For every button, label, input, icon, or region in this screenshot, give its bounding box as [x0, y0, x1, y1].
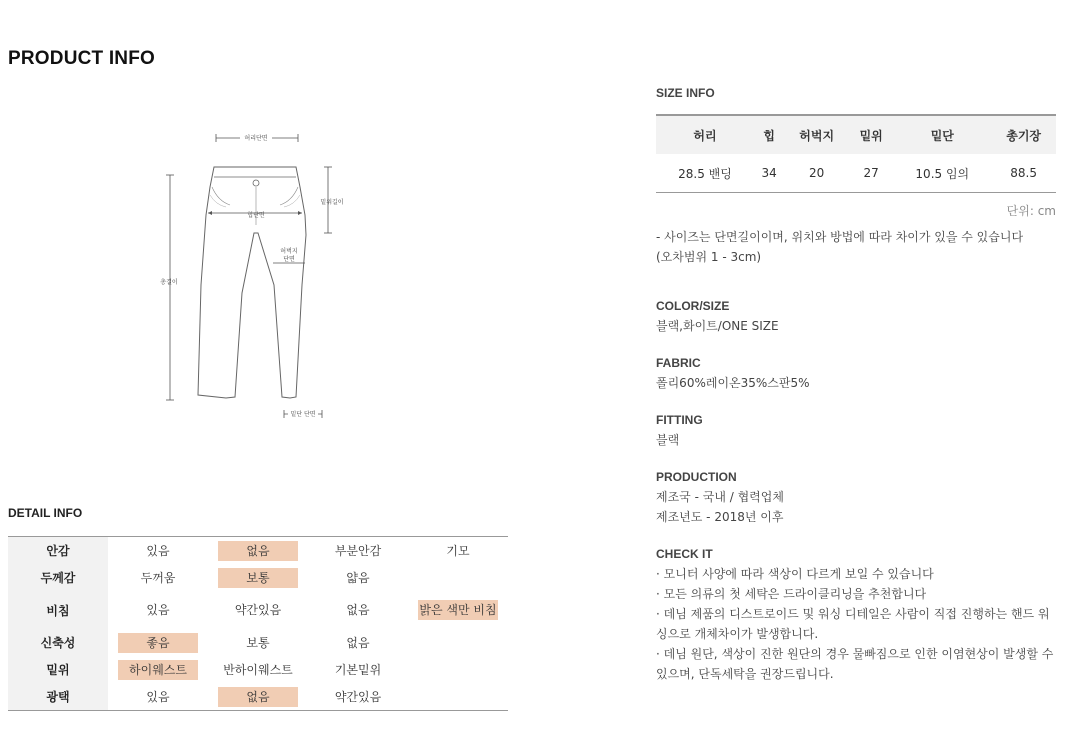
- detail-option-selected: 밝은 색만 비침: [418, 600, 498, 620]
- size-header: 총기장: [991, 115, 1056, 154]
- detail-option: 있음: [146, 689, 170, 704]
- hem-label: 밑단 단면: [290, 411, 316, 418]
- thigh-label-1: 허벅지: [280, 248, 298, 255]
- color-size-title: COLOR/SIZE: [656, 299, 730, 313]
- size-value: 20: [809, 166, 825, 180]
- check-it-title: CHECK IT: [656, 547, 713, 561]
- size-value: 34: [761, 166, 777, 180]
- length-label: 총길이: [160, 279, 178, 286]
- detail-option: 얇음: [346, 570, 370, 585]
- thigh-label-2: 단면: [283, 256, 295, 263]
- check-it-line: · 모니터 사양에 따라 색상이 다르게 보일 수 있습니다: [656, 567, 934, 581]
- check-it-section: [656, 547, 1056, 684]
- production-title: PRODUCTION: [656, 470, 737, 484]
- detail-option: 두꺼움: [140, 570, 176, 585]
- size-info-title: SIZE INFO: [656, 86, 715, 100]
- detail-row-label: 밑위: [8, 656, 108, 683]
- size-header: 힙: [754, 115, 784, 154]
- detail-option: 부분안감: [334, 543, 382, 558]
- detail-row-lining: [8, 537, 508, 565]
- production-line: 제조국 - 국내 / 협력업체: [656, 490, 784, 504]
- size-table: [656, 114, 1056, 193]
- fabric-value: 폴리60%레이온35%스판5%: [656, 376, 810, 390]
- size-header: 밑단: [893, 115, 991, 154]
- size-value: 27: [863, 166, 879, 180]
- detail-option: 있음: [146, 543, 170, 558]
- size-value: 88.5: [1010, 166, 1037, 180]
- size-header: 밑위: [849, 115, 893, 154]
- fitting-value: 블랙: [656, 433, 680, 447]
- detail-row-label: 두께감: [8, 564, 108, 591]
- fabric-section: [656, 356, 1056, 393]
- size-unit: 단위: cm: [1006, 204, 1056, 218]
- detail-option: 기모: [446, 543, 470, 558]
- size-header-row: [656, 115, 1056, 154]
- detail-row-label: 안감: [8, 537, 108, 565]
- detail-option: 없음: [346, 603, 370, 617]
- detail-row-label: 신축성: [8, 629, 108, 656]
- fitting-section: [656, 413, 1056, 450]
- detail-row-rise: [8, 656, 508, 683]
- check-it-line: · 데님 원단, 색상이 진한 원단의 경우 물빠짐으로 인한 이염현상이 발생할 수 있으며, 단독세탁을 권장드립니다.: [656, 647, 1054, 681]
- rise-label: 밑위길이: [320, 199, 344, 206]
- production-line: 제조년도 - 2018년 이후: [656, 510, 784, 524]
- size-note-line: - 사이즈는 단면길이이며, 위치와 방법에 따라 차이가 있을 수 있습니다: [656, 230, 1024, 244]
- detail-option: 있음: [146, 603, 170, 617]
- size-value: 28.5 밴딩: [678, 166, 732, 181]
- size-header: 허벅지: [784, 115, 849, 154]
- detail-option: 약간있음: [234, 603, 282, 617]
- page-title: PRODUCT INFO: [8, 48, 156, 69]
- detail-option-selected: 하이웨스트: [118, 660, 198, 680]
- check-it-line: · 모든 의류의 첫 세탁은 드라이클리닝을 추천합니다: [656, 587, 927, 601]
- detail-row-stretch: [8, 629, 508, 656]
- detail-option-selected: 좋음: [118, 633, 198, 653]
- detail-row-gloss: [8, 683, 508, 711]
- check-it-line: · 데님 제품의 디스트로이드 및 워싱 디테일은 사람이 직접 진행하는 핸드 워싱으로 개체차이가 발생합니다.: [656, 607, 1050, 641]
- detail-row-sheerness: [8, 591, 508, 629]
- pants-measurement-diagram: [150, 125, 360, 425]
- detail-option-selected: 없음: [218, 687, 298, 707]
- size-value: 10.5 임의: [915, 166, 970, 181]
- hip-label: 힙단면: [247, 212, 265, 219]
- info-column: [656, 86, 1056, 684]
- detail-info-table: [8, 536, 508, 711]
- size-value-row: [656, 154, 1056, 193]
- detail-row-thickness: [8, 564, 508, 591]
- detail-option-selected: 없음: [218, 541, 298, 561]
- color-size-section: [656, 299, 1056, 336]
- detail-option: 반하이웨스트: [223, 662, 293, 677]
- size-header: 허리: [656, 115, 754, 154]
- color-size-value: 블랙,화이트/ONE SIZE: [656, 319, 779, 333]
- detail-info-title: DETAIL INFO: [8, 506, 83, 520]
- detail-option: 기본밑위: [334, 662, 382, 677]
- waist-label: 허리단면: [244, 135, 268, 142]
- size-note-line: (오차범위 1 - 3cm): [656, 250, 762, 264]
- detail-option: 없음: [346, 635, 370, 650]
- detail-row-label: 비침: [8, 591, 108, 629]
- pants-illustration: [150, 125, 360, 425]
- fabric-title: FABRIC: [656, 356, 701, 370]
- size-note: [656, 227, 1056, 267]
- production-section: [656, 470, 1056, 527]
- detail-row-label: 광택: [8, 683, 108, 711]
- detail-option: 약간있음: [334, 689, 382, 704]
- detail-option-selected: 보통: [218, 568, 298, 588]
- fitting-title: FITTING: [656, 413, 703, 427]
- detail-option: 보통: [246, 635, 270, 650]
